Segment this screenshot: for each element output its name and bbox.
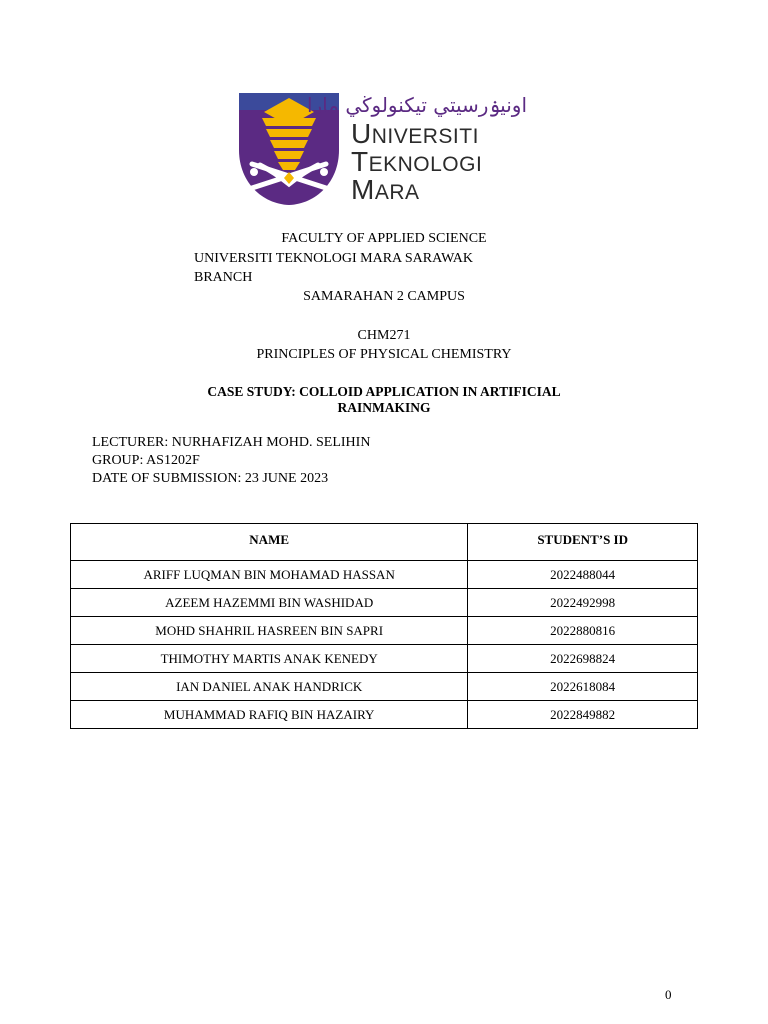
- case-study-title: CASE STUDY: COLLOID APPLICATION IN ARTIFICIAL: [207, 384, 561, 399]
- student-name: MUHAMMAD RAFIQ BIN HAZAIRY: [71, 701, 468, 729]
- table-row: [71, 617, 698, 645]
- student-id: 2022492998: [468, 589, 698, 617]
- student-id: 2022849882: [468, 701, 698, 729]
- student-id: 2022488044: [468, 561, 698, 589]
- course-name: PRINCIPLES OF PHYSICAL CHEMISTRY: [256, 347, 512, 362]
- table-header-row: [71, 524, 698, 561]
- faculty-name: FACULTY OF APPLIED SCIENCE: [281, 231, 487, 246]
- table-row: [71, 645, 698, 673]
- student-name: IAN DANIEL ANAK HANDRICK: [71, 673, 468, 701]
- jawi-script: [306, 88, 529, 118]
- wordmark-line-teknologi: TEKNOLOGI: [351, 146, 483, 177]
- wordmark-line-mara: MARA: [351, 174, 420, 205]
- uitm-wordmark: [306, 88, 531, 206]
- university-branch: BRANCH: [194, 270, 253, 285]
- student-table: [70, 523, 698, 729]
- course-code: CHM271: [357, 328, 411, 343]
- table-row: [71, 561, 698, 589]
- svg-text:اونيۏرسيتي تيكنولوڬي مارا: اونيۏرسيتي تيكنولوڬي مارا: [306, 93, 527, 117]
- student-id: 2022618084: [468, 673, 698, 701]
- lecturer-info: LECTURER: NURHAFIZAH MOHD. SELIHIN: [92, 435, 371, 450]
- table-row: [71, 701, 698, 729]
- submission-date: DATE OF SUBMISSION: 23 JUNE 2023: [92, 471, 329, 486]
- university-name: UNIVERSITI TEKNOLOGI MARA SARAWAK: [194, 251, 474, 266]
- student-name: MOHD SHAHRIL HASREEN BIN SAPRI: [71, 617, 468, 645]
- group-info: GROUP: AS1202F: [92, 453, 200, 468]
- table-row: [71, 589, 698, 617]
- student-name: AZEEM HAZEMMI BIN WASHIDAD: [71, 589, 468, 617]
- column-header-student-id: STUDENT’S ID: [468, 524, 698, 561]
- campus-name: SAMARAHAN 2 CAMPUS: [303, 289, 465, 304]
- student-name: THIMOTHY MARTIS ANAK KENEDY: [71, 645, 468, 673]
- wordmark-line-universiti: UNIVERSITI: [351, 118, 479, 149]
- student-id: 2022880816: [468, 617, 698, 645]
- case-study-title-cont: RAINMAKING: [337, 400, 431, 415]
- page-number: 0: [665, 987, 672, 1002]
- uitm-logo: [238, 88, 530, 208]
- student-id: 2022698824: [468, 645, 698, 673]
- student-name: ARIFF LUQMAN BIN MOHAMAD HASSAN: [71, 561, 468, 589]
- table-row: [71, 673, 698, 701]
- column-header-name: NAME: [71, 524, 468, 561]
